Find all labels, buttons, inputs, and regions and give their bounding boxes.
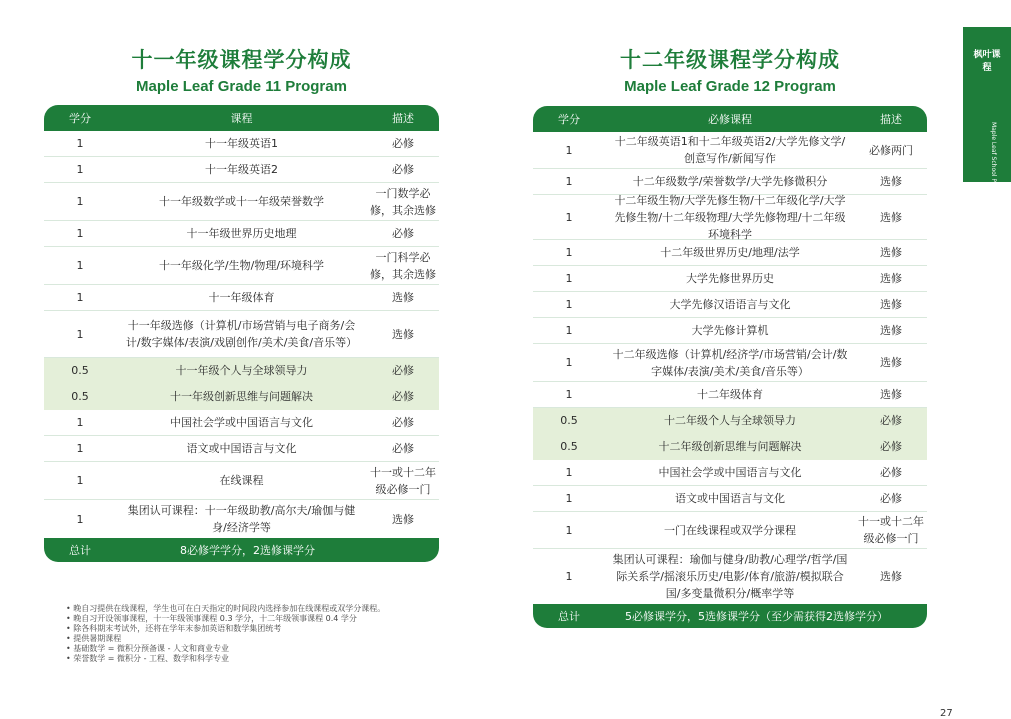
table-row — [44, 436, 439, 462]
credit-cell: 1 — [76, 137, 84, 150]
table-row — [44, 462, 439, 500]
course-cell: 大学先修计算机 — [691, 324, 769, 337]
footnote: • 提供暑期课程 — [66, 634, 385, 644]
credit-cell: 1 — [565, 492, 573, 505]
course-cell: 集团认可课程：瑜伽与健身/助教/心理学/哲学/国际关系学/摇滚乐历史/电影/体育/旅游/模拟联合国/多变量微积分/概率学等 — [612, 553, 848, 600]
course-cell: 十二年级数学/荣誉数学/大学先修微积分 — [632, 175, 828, 188]
table-row — [533, 549, 927, 604]
course-cell: 十一年级英语1 — [205, 137, 278, 150]
credit-cell: 1 — [76, 291, 84, 304]
credit-cell: 1 — [76, 327, 84, 341]
table-row — [533, 195, 927, 240]
table-row — [533, 344, 927, 382]
table-body — [44, 131, 439, 538]
table-row — [533, 434, 927, 460]
table-row — [44, 183, 439, 221]
header-course: 课程 — [230, 112, 253, 125]
grade12-table — [533, 106, 927, 628]
course-cell: 十二年级体育 — [697, 388, 763, 401]
credit-cell: 1 — [565, 210, 573, 224]
table-row — [44, 285, 439, 311]
credit-cell: 1 — [76, 259, 84, 272]
course-cell: 十一年级创新思维与问题解决 — [170, 390, 313, 403]
desc-cell: 选修 — [880, 388, 902, 401]
table-row — [44, 500, 439, 538]
footer-text: 8必修学学分，2选修课学分 — [180, 544, 315, 557]
side-tab-en: Maple Leaf School Program — [990, 122, 997, 204]
course-cell: 中国社会学或中国语言与文化 — [170, 416, 313, 429]
course-cell: 在线课程 — [219, 474, 264, 487]
credit-cell: 1 — [565, 272, 573, 285]
credit-cell: 1 — [76, 163, 84, 176]
footnote: • 基础数学 = 微积分预备课 - 人文和商业专业 — [66, 644, 385, 654]
credit-cell: 1 — [565, 466, 573, 479]
table-footer — [44, 538, 439, 562]
page-number: 27 — [940, 708, 953, 719]
credit-cell: 1 — [565, 388, 573, 401]
credit-cell: 1 — [76, 512, 84, 526]
grade11-table — [44, 105, 439, 562]
table-header — [44, 105, 439, 131]
table-row — [44, 221, 439, 247]
table-row — [44, 131, 439, 157]
table-row — [533, 240, 927, 266]
course-cell: 十一年级化学/生物/物理/环境科学 — [158, 259, 325, 272]
header-desc: 描述 — [392, 112, 414, 125]
desc-cell: 选修 — [392, 512, 414, 526]
credit-cell: 1 — [565, 356, 573, 369]
table-row — [44, 358, 439, 384]
header-credit: 学分 — [558, 113, 580, 126]
credit-cell: 0.5 — [71, 364, 89, 377]
desc-cell: 一门数学必修，其余选修 — [370, 186, 436, 217]
course-cell: 十一年级英语2 — [205, 163, 278, 176]
table-row — [533, 318, 927, 344]
credit-cell: 0.5 — [560, 414, 578, 427]
footer-label: 总计 — [558, 610, 580, 623]
credit-cell: 1 — [565, 324, 573, 337]
header-credit: 学分 — [69, 112, 91, 125]
table-row — [44, 384, 439, 410]
desc-cell: 必修 — [880, 492, 902, 505]
desc-cell: 选修 — [880, 175, 902, 188]
table-row — [44, 247, 439, 285]
desc-cell: 必修 — [880, 440, 902, 453]
course-cell: 十二年级世界历史/地理/法学 — [660, 246, 800, 259]
desc-cell: 十一或十二年级必修一门 — [858, 515, 924, 545]
footer-text: 5必修课学分，5选修课学分（至少需获得2选修学分） — [625, 610, 888, 623]
footnote: • 晚自习开设领事课程，十一年级领事课程 0.3 学分，十二年级领事课程 0.4 学分 — [66, 614, 385, 624]
course-cell: 语文或中国语言与文化 — [186, 442, 297, 455]
credit-cell: 1 — [565, 175, 573, 188]
desc-cell: 选修 — [392, 327, 414, 341]
table-row — [533, 382, 927, 408]
desc-cell: 必修 — [392, 163, 414, 176]
table-row — [533, 460, 927, 486]
header-desc: 描述 — [880, 113, 902, 126]
credit-cell: 1 — [565, 523, 573, 537]
course-cell: 集团认可课程：十一年级助教/高尔夫/瑜伽与健身/经济学等 — [127, 504, 356, 534]
table-footer — [533, 604, 927, 628]
course-cell: 十二年级选修（计算机/经济学/市场营销/会计/数字媒体/表演/美术/美食/音乐等） — [612, 347, 848, 378]
right-title — [533, 44, 927, 95]
credit-cell: 1 — [76, 416, 84, 429]
left-title-en: Maple Leaf Grade 11 Program — [136, 78, 347, 95]
desc-cell: 选修 — [880, 298, 902, 311]
side-tab-zh: 枫叶课程 — [973, 50, 1001, 73]
table-row — [44, 410, 439, 436]
course-cell: 大学先修世界历史 — [686, 272, 774, 285]
course-cell: 十二年级创新思维与问题解决 — [658, 440, 802, 453]
course-cell: 十一年级选修（计算机/市场营销与电子商务/会计/数字媒体/表演/戏剧创作/美术/美食/音乐等） — [125, 319, 358, 349]
desc-cell: 必修 — [392, 416, 414, 429]
table-row — [44, 311, 439, 358]
desc-cell: 选修 — [880, 570, 902, 583]
desc-cell: 选修 — [880, 210, 902, 224]
desc-cell: 选修 — [880, 272, 902, 285]
right-title-en: Maple Leaf Grade 12 Program — [624, 78, 836, 95]
desc-cell: 必修两门 — [869, 143, 913, 157]
table-row — [533, 512, 927, 549]
desc-cell: 必修 — [392, 364, 414, 377]
table-header — [533, 106, 927, 132]
desc-cell: 必修 — [880, 466, 902, 479]
table-row — [533, 292, 927, 318]
left-title — [44, 44, 439, 95]
table-body — [533, 132, 927, 604]
course-cell: 十一年级个人与全球领导力 — [175, 364, 308, 377]
course-cell: 中国社会学或中国语言与文化 — [658, 466, 802, 479]
footnote: • 除各科期末考试外，还将在学年末参加英语和数学集团统考 — [66, 624, 385, 634]
header-course: 必修课程 — [708, 113, 752, 126]
footnote: • 晚自习提供在线课程，学生也可在白天指定的时间段内选择参加在线课程或双学分课程。 — [66, 604, 385, 614]
credit-cell: 1 — [565, 246, 573, 259]
desc-cell: 必修 — [392, 442, 414, 455]
desc-cell: 选修 — [392, 291, 414, 304]
table-row — [44, 157, 439, 183]
left-title-zh: 十一年级课程学分构成 — [131, 48, 352, 72]
credit-cell: 0.5 — [71, 390, 89, 403]
desc-cell: 必修 — [392, 390, 414, 403]
desc-cell: 必修 — [392, 227, 414, 240]
footnote: • 荣誉数学 = 微积分 - 工程、数学和科学专业 — [66, 654, 385, 664]
desc-cell: 选修 — [880, 324, 902, 337]
credit-cell: 1 — [565, 570, 573, 583]
footer-label: 总计 — [69, 544, 91, 557]
credit-cell: 1 — [565, 143, 573, 157]
course-cell: 一门在线课程或双学分课程 — [664, 523, 796, 537]
table-row — [533, 486, 927, 512]
credit-cell: 1 — [76, 227, 84, 240]
table-row — [533, 408, 927, 434]
desc-cell: 选修 — [880, 356, 902, 369]
course-cell: 十二年级个人与全球领导力 — [664, 414, 796, 427]
desc-cell: 必修 — [392, 137, 414, 150]
credit-cell: 1 — [565, 298, 573, 311]
credit-cell: 1 — [76, 195, 84, 208]
right-title-zh: 十二年级课程学分构成 — [620, 48, 840, 72]
desc-cell: 十一或十二年级必修一门 — [370, 465, 436, 496]
course-cell: 十二年级生物/大学先修生物/十二年级化学/大学先修生物/十二年级物理/大学先修物理/十二年级环境科学 — [614, 193, 846, 241]
course-cell: 语文或中国语言与文化 — [675, 492, 785, 505]
side-tab — [963, 27, 1011, 204]
table-row — [533, 266, 927, 292]
course-cell: 十一年级数学或十一年级荣誉数学 — [159, 195, 324, 208]
course-cell: 十一年级体育 — [208, 291, 275, 304]
course-cell: 大学先修汉语语言与文化 — [669, 298, 791, 311]
credit-cell: 1 — [76, 474, 84, 487]
desc-cell: 必修 — [880, 414, 902, 427]
desc-cell: 一门科学必修，其余选修 — [370, 250, 436, 281]
course-cell: 十二年级英语1和十二年级英语2/大学先修文学/创意写作/新闻写作 — [614, 135, 846, 165]
course-cell: 十一年级世界历史地理 — [186, 227, 297, 240]
credit-cell: 0.5 — [560, 440, 578, 453]
desc-cell: 选修 — [880, 246, 902, 259]
footnotes — [66, 604, 385, 664]
credit-cell: 1 — [76, 442, 84, 455]
table-row — [533, 132, 927, 169]
